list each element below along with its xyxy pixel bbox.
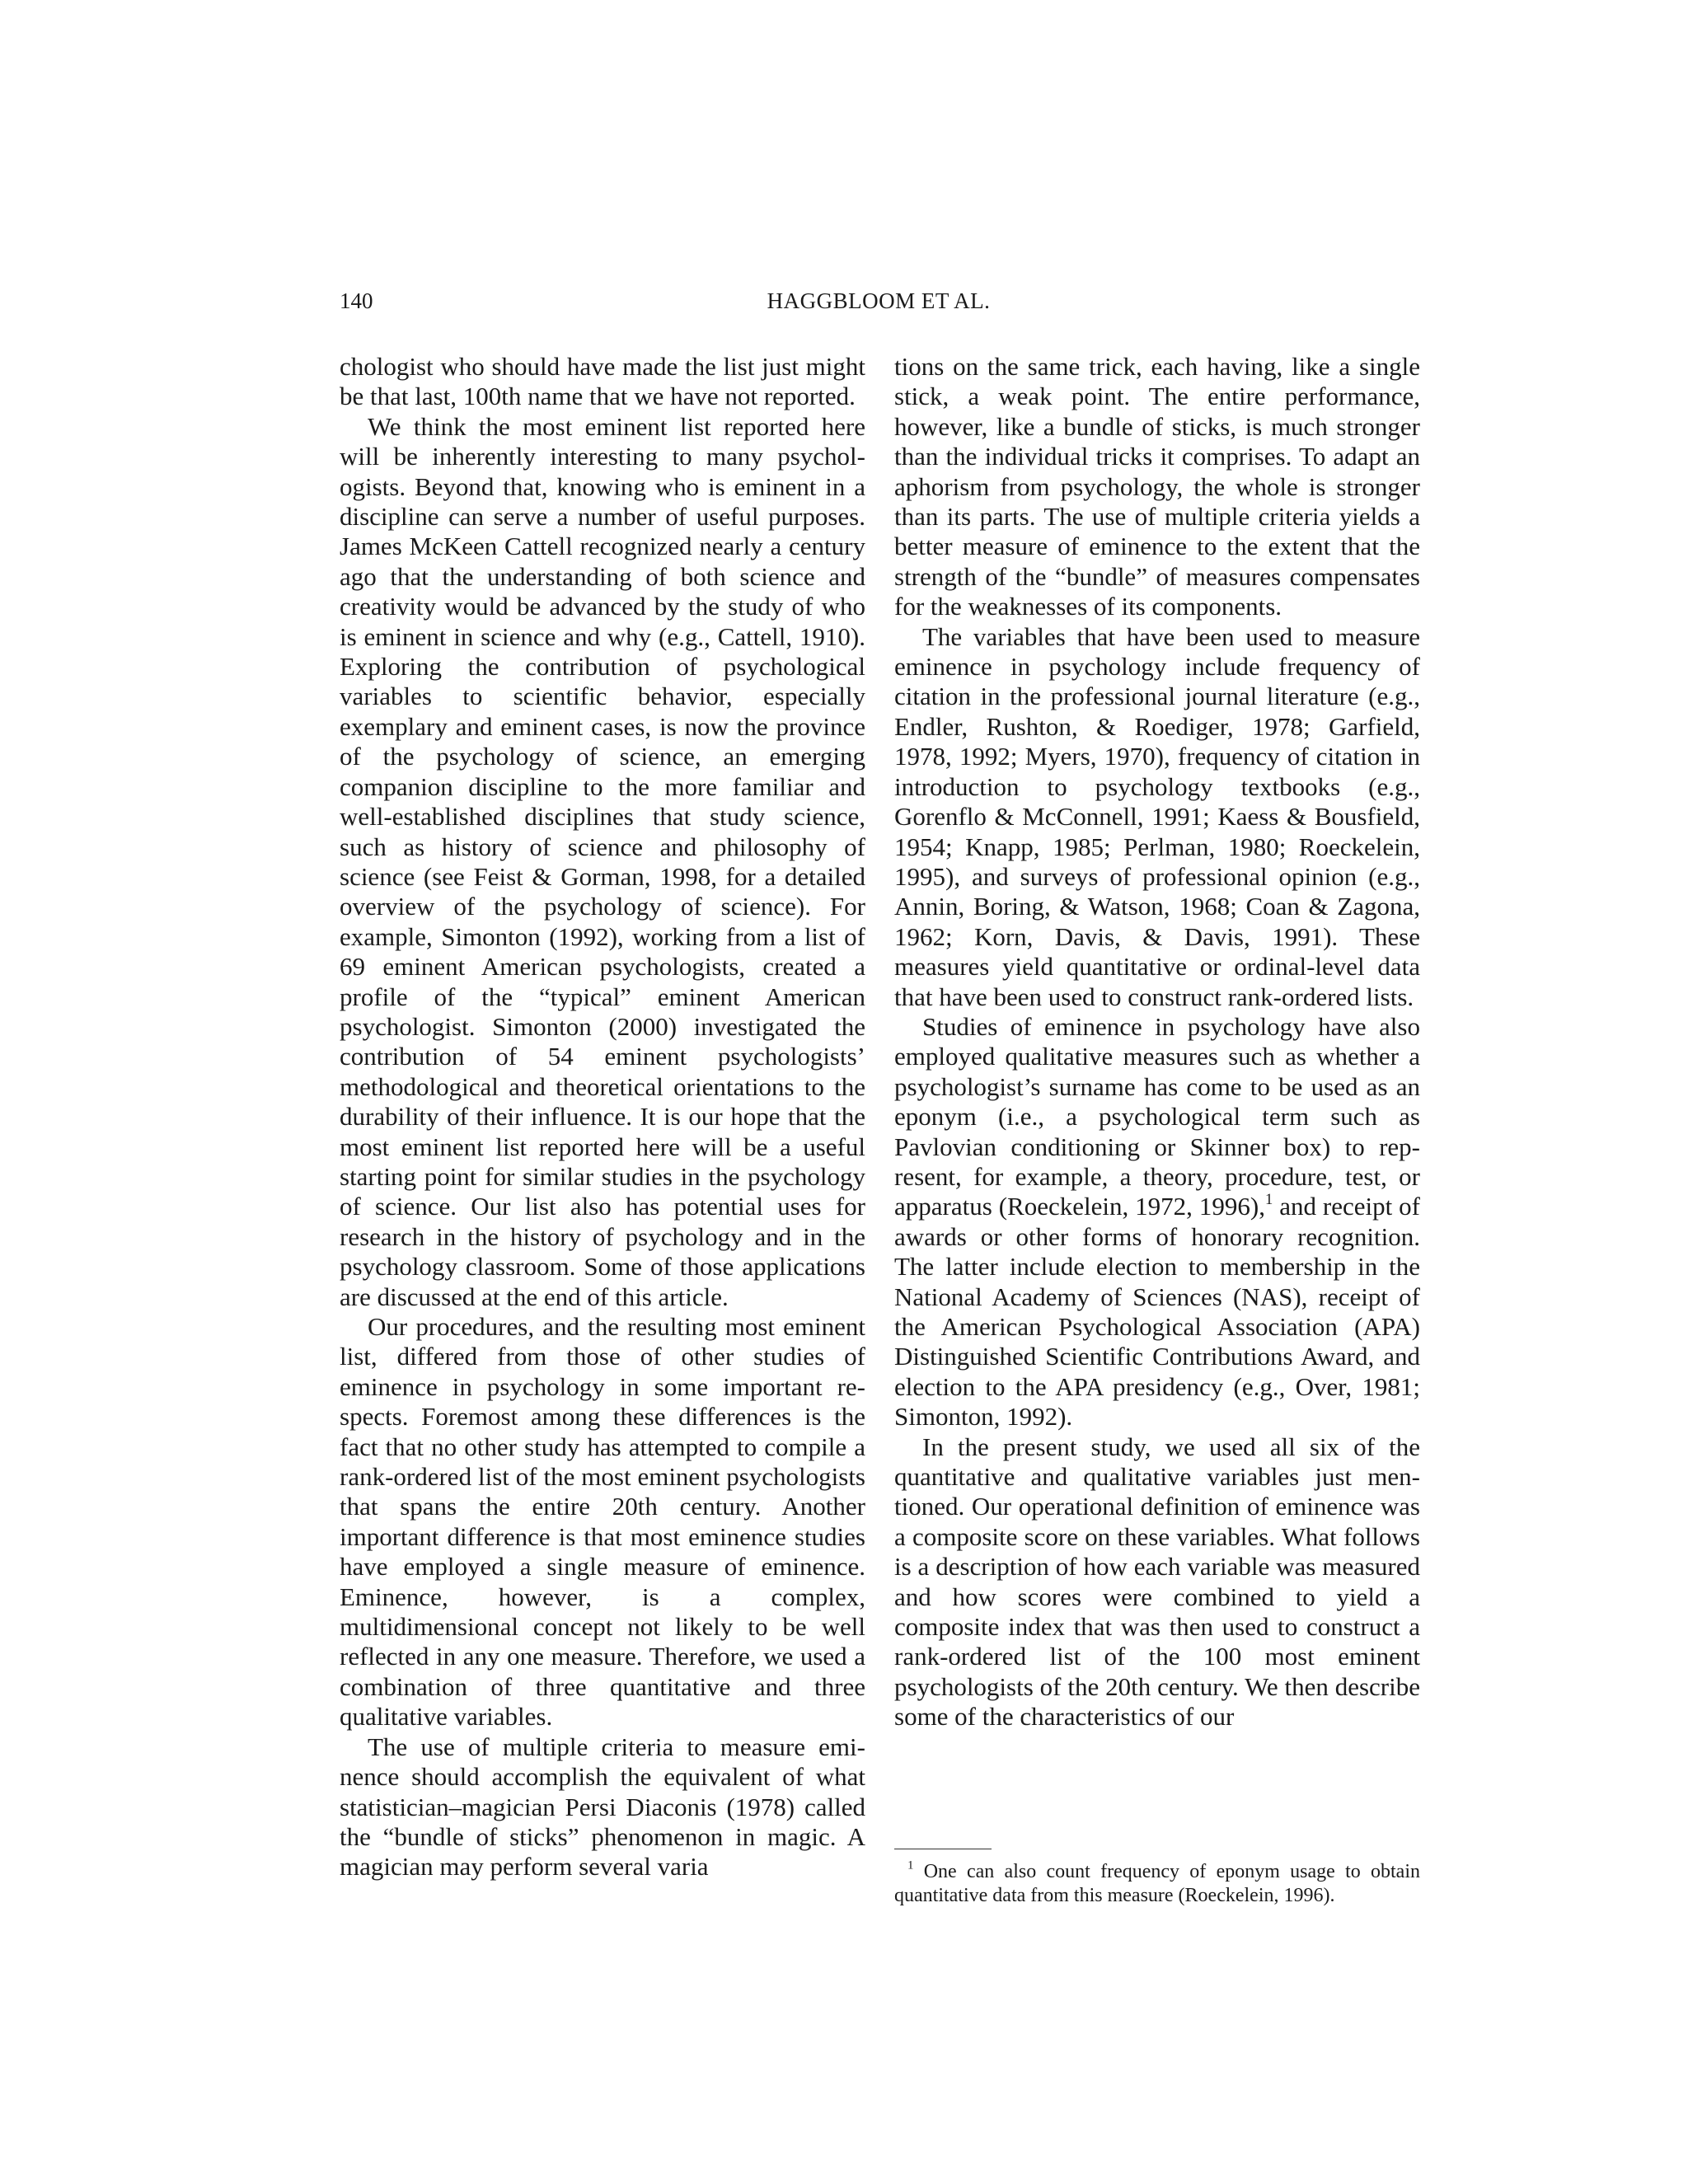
paragraph-text: Studies of eminence in psychology have also employed qualitative measures such as whether a psychologist’s surname has come to be used as an eponym (i.e., a psychological term such as Pavlovian conditioning or Skinner box) to represent, for example, a theory, procedure, test, or apparatus (Roeckelein, 1972, 1996),: [894, 1011, 1420, 1221]
running-head: [340, 284, 1418, 317]
page-number: 140: [340, 288, 373, 313]
paragraph: We think the most eminent list reported here will be inherently interesting to many psychologists. Beyond that, knowing who is eminent in a discipline can serve a number of useful purposes. James McKeen Cattell recognized nearly a century ago that the understanding of both science and creativity would be advanced by the study of who is eminent in science and why (e.g., Cattell, 1910). Exploring the contribution of psychological variables to scientific behavior, especially exemplary and eminent cases, is now the province of the psychology of science, an emerging companion discipline to the more familiar and well-established disciplines that study science, such as history of science and philosophy of science (see Feist & Gorman, 1998, for a detailed overview of the psychology of science). For example, Simonton (1992), working from a list of 69 eminent American psychologists, created a profile of the “typical” eminent American psychologist. Simonton (2000) investigated the contribution of 54 eminent psychologists’ methodological and theoretical orientations to the durability of their influence. It is our hope that the most eminent list reported here will be a useful starting point for similar studies in the psychology of science. Our list also has potential uses for research in the history of psychology and in the psychology classroom. Some of those applications are discussed at the end of this article.: [340, 411, 865, 1311]
right-column: [894, 352, 1420, 1732]
footnote-marker: 1: [907, 1858, 914, 1872]
paragraph: The variables that have been used to measure eminence in psychology include frequency of citation in the professional journal literature (e.g., Endler, Rushton, & Roediger, 1978; Garfield, 1978, 1992; Myers, 1970), frequency of citation in introduction to psychology textbooks (e.g., Gorenflo & McConnell, 1991; Kaess & Bousfield, 1954; Knapp, 1985; Perlman, 1980; Roeckelein, 1995), and surveys of professional opinion (e.g., Annin, Boring, & Watson, 1968; Coan & Zagona, 1962; Korn, Davis, & Davis, 1991). These measures yield quantitative or ordinal-level data that have been used to construct rank-ordered lists.: [894, 621, 1420, 1011]
paragraph-continued: chologist who should have made the list just might be that last, 100th name that we have not reported.: [340, 352, 865, 411]
running-head-title: HAGGBLOOM ET AL.: [767, 288, 991, 313]
left-column: [340, 352, 865, 1882]
paragraph: Our procedures, and the resulting most eminent list, differed from those of other studies of eminence in psychology in some important respects. Foremost among these differences is the fact that no other study has attempted to compile a rank-ordered list of the most eminent psychologists that spans the entire 20th century. Another important difference is that most eminence studies have employed a single measure of eminence. Eminence, however, is a complex, multidimensional concept not likely to be well reflected in any one measure. Therefore, we used a combination of three quantitative and three qualitative variables.: [340, 1312, 865, 1732]
footnote-reference[interactable]: 1: [1264, 1191, 1273, 1209]
paragraph: In the present study, we used all six of the quantitative and qualitative variables just mentioned. Our operational definition of eminence was a composite score on these variables. What follows is a description of how each variable was measured and how scores were combined to yield a composite index that was then used to construct a rank-ordered list of the 100 most eminent psychologists of the 20th century. We then describe some of the characteristics of our: [894, 1432, 1420, 1732]
paragraph-text: and receipt of awards or other forms of honorary recognition. The latter include election to membership in the National Academy of Sciences (NAS), receipt of the American Psychological Association (APA) Distinguished Scientific Contributions Award, and election to the APA presidency (e.g., Over, 1981; Simonton, 1992).: [894, 1192, 1420, 1432]
footnote: [894, 1860, 1420, 1908]
paragraph-continued: tions on the same trick, each having, like a single stick, a weak point. The entire performance, however, like a bundle of sticks, is much stronger than the individual tricks it comprises. To adapt an aphorism from psychology, the whole is stronger than its parts. The use of multiple criteria yields a better measure of eminence to the extent that the strength of the “bundle” of measures compensates for the weaknesses of its components.: [894, 352, 1420, 621]
paragraph-with-footnote: [894, 1012, 1420, 1432]
footnote-text: One can also count frequency of eponym usage to obtain quantitative data from this measure (Roeckelein, 1996).: [894, 1861, 1421, 1906]
paragraph: The use of multiple criteria to measure eminence should accomplish the equivalent of what statistician–magician Persi Diaconis (1978) called the “bundle of sticks” phenomenon in magic. A magician may perform several varia: [340, 1732, 865, 1882]
